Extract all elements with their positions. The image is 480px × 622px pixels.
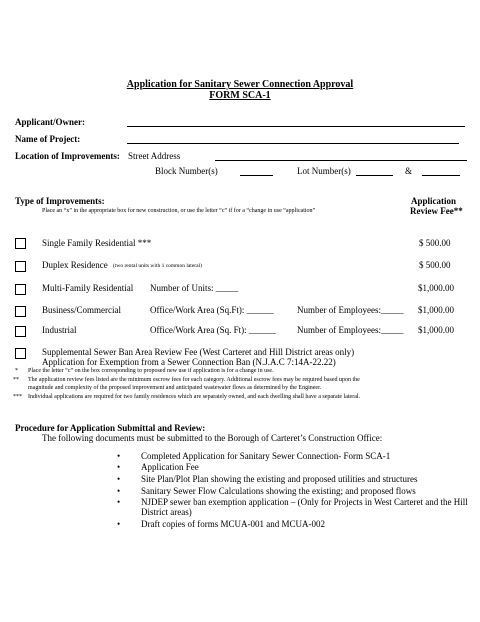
row-employees-industrial: Number of Employees:_____	[297, 325, 404, 335]
footnote-2b: magnitude and complexity of the proposed improvement and anticipated wastewater flows as determined by the Engineer.	[28, 385, 322, 391]
row-detail-business: Office/Work Area (Sq.Ft): ______	[150, 305, 274, 315]
row-fee-multi-family: $1,000.00	[418, 283, 454, 293]
lot-field-2[interactable]	[422, 175, 460, 176]
footnote-1: Place the letter “c” on the box corresponding to proposed new use if application is for a change in use.	[28, 368, 274, 374]
lot-field[interactable]	[356, 175, 393, 176]
bullet-icon: •	[117, 451, 121, 461]
row-fee-single-family: $ 500.00	[419, 238, 451, 248]
row-fee-business: $1,000.00	[418, 305, 454, 315]
row-label-industrial: Industrial	[42, 325, 77, 335]
row-label-single-family: Single Family Residential ***	[42, 238, 152, 248]
project-field[interactable]	[127, 143, 459, 144]
row-label-business: Business/Commercial	[42, 305, 121, 315]
row-label-multi-family: Multi-Family Residential	[42, 283, 134, 293]
footnote-3: Individual applications are required for two family residences which are separately owned, and each dwelling shall have a separate lateral.	[28, 394, 361, 400]
improvements-instruction: Place an “x” in the appropriate box for new construction, or use the letter “c” if for a “change in use “application”	[42, 208, 316, 214]
checkbox-industrial[interactable]	[15, 326, 26, 337]
bullet-icon: •	[117, 486, 121, 496]
supplemental-line-1: Supplemental Sewer Ban Area Review Fee (West Carteret and Hill District areas only)	[42, 347, 355, 357]
lot-label: Lot Number(s)	[297, 166, 351, 176]
checkbox-supplemental[interactable]	[15, 348, 26, 359]
row-note-duplex: (two rental units with 1 common lateral)	[113, 263, 202, 269]
fee-heading-1: Application	[411, 196, 457, 206]
ampersand: &	[405, 166, 413, 176]
procedure-item-6: Draft copies of forms MCUA-001 and MCUA-002	[141, 519, 325, 529]
procedure-item-3: Site Plan/Plot Plan showing the existing and proposed utilities and structures	[141, 474, 418, 484]
location-label: Location of Improvements:	[15, 151, 120, 161]
checkbox-multi-family[interactable]	[15, 284, 26, 295]
form-subtitle: FORM SCA-1	[209, 90, 271, 101]
form-title: Application for Sanitary Sewer Connection Approval	[126, 79, 354, 90]
block-label: Block Number(s)	[155, 166, 218, 176]
row-detail-industrial: Office/Work Area (Sq. Ft): ______	[150, 325, 276, 335]
procedure-heading: Procedure for Application Submittal and Review:	[15, 423, 206, 433]
footnote-2-mark: **	[13, 377, 19, 383]
bullet-icon: •	[117, 462, 121, 472]
applicant-field[interactable]	[127, 126, 465, 127]
procedure-item-5: NJDEP sewer ban exemption application – (Only for Projects in West Carteret and the Hill	[141, 497, 468, 507]
row-label-duplex: Duplex Residence	[42, 260, 108, 270]
checkbox-single-family[interactable]	[15, 238, 26, 249]
procedure-intro: The following documents must be submitted to the Borough of Carteret’s Construction Office:	[42, 433, 383, 443]
bullet-icon: •	[117, 497, 121, 507]
row-fee-duplex: $ 500.00	[419, 260, 451, 270]
checkbox-duplex[interactable]	[15, 261, 26, 272]
procedure-item-1: Completed Application for Sanitary Sewer Connection- Form SCA-1	[141, 451, 391, 461]
improvements-heading: Type of Improvements:	[15, 196, 105, 206]
applicant-label: Applicant/Owner:	[15, 117, 86, 127]
procedure-item-2: Application Fee	[141, 462, 199, 472]
procedure-item-5-cont: District areas)	[141, 507, 192, 517]
footnote-2a: The application review fees listed are the minimum escrow fees for each category. Additional escrow fees may be required based upon the	[28, 377, 360, 383]
procedure-item-4: Sanitary Sewer Flow Calculations showing the existing; and proposed flows	[141, 486, 416, 496]
bullet-icon: •	[117, 519, 121, 529]
row-employees-business: Number of Employees:_____	[297, 305, 404, 315]
row-detail-multi-family: Number of Units: _____	[150, 283, 239, 293]
street-field[interactable]	[215, 160, 467, 161]
street-label: Street Address	[128, 151, 181, 161]
supplemental-line-2: Application for Exemption from a Sewer Connection Ban (N.J.A.C 7:14A-22.22)	[42, 357, 336, 367]
checkbox-business[interactable]	[15, 306, 26, 317]
fee-heading-2: Review Fee**	[410, 206, 463, 216]
bullet-icon: •	[117, 474, 121, 484]
footnote-3-mark: ***	[13, 394, 22, 400]
footnote-1-mark: *	[15, 368, 18, 374]
project-label: Name of Project:	[15, 134, 81, 144]
block-field[interactable]	[240, 175, 273, 176]
row-fee-industrial: $1,000.00	[418, 325, 454, 335]
